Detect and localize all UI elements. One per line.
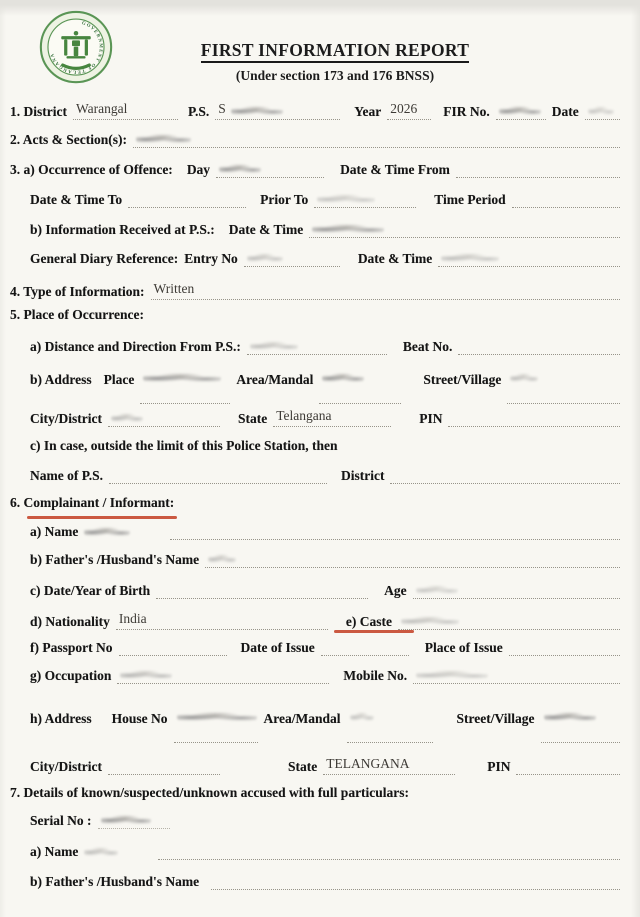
redacted-text-smudge: [247, 253, 283, 263]
info-datetime-label: Date & Time: [228, 222, 304, 238]
type-of-information-label: 4. Type of Information:: [10, 284, 145, 299]
info-received-label: b) Information Received at P.S.:: [30, 222, 215, 238]
city-district2-value: [108, 758, 220, 775]
comp-name-label: a) Name: [30, 524, 79, 540]
time-period-value: [512, 191, 620, 208]
emblem-ring-text: GOVERNMENT OF TELANGANA: [49, 21, 103, 74]
prior-to-label: Prior To: [260, 192, 309, 208]
gd-datetime-value: [438, 250, 620, 267]
row-info-received: [30, 221, 620, 238]
row-complainant-heading: [10, 495, 620, 511]
place-value: [140, 372, 230, 404]
datetime-to-label: Date & Time To: [30, 192, 123, 208]
datetime-from-label: Date & Time From: [340, 162, 450, 178]
district-label: 1. District: [10, 104, 67, 119]
row-accused-father-name: [30, 873, 620, 890]
redacted-text-smudge: [441, 253, 499, 263]
fir-no-label: FIR No.: [443, 104, 490, 119]
place-of-issue-value: [509, 639, 620, 656]
row-city-district2: [30, 756, 620, 775]
row-serial-no: [30, 812, 620, 829]
ps-value: S: [215, 101, 340, 120]
occurrence-heading-label: 3. a) Occurrence of Offence:: [10, 162, 173, 178]
year-value: 2026: [387, 101, 431, 120]
comp-father-name-label: b) Father's /Husband's Name: [30, 552, 200, 568]
pin2-value: [516, 758, 620, 775]
street-village-label: Street/Village: [423, 372, 502, 387]
place-of-issue-label: Place of Issue: [424, 640, 503, 656]
redacted-text-smudge: [208, 554, 236, 564]
row-comp-name: [30, 523, 620, 540]
row-nationality-caste: [30, 611, 620, 630]
city-district-value: [108, 410, 220, 427]
row-datetime-to: [30, 191, 620, 208]
state-value: Telangana: [273, 408, 391, 427]
comp-name-value: [170, 523, 620, 540]
time-period-label: Time Period: [434, 192, 506, 208]
row-gd-reference: [30, 250, 620, 267]
age-label: Age: [384, 583, 407, 599]
nationality-value: India: [116, 611, 328, 630]
comp-father-name-value: [205, 551, 620, 568]
row-passport: [30, 639, 620, 656]
row-name-of-ps: [30, 467, 620, 484]
redacted-text-smudge: [111, 413, 143, 423]
name-of-ps-label: Name of P.S.: [30, 468, 103, 484]
redacted-text-smudge: [416, 670, 488, 680]
redacted-text-smudge: [84, 527, 130, 537]
day-value: [216, 161, 324, 178]
redacted-text-smudge: [250, 341, 298, 351]
redacted-text-smudge: [136, 134, 191, 144]
redacted-text-smudge: [322, 373, 364, 383]
row-acts-sections: [10, 131, 620, 148]
date-value: [585, 103, 620, 120]
redacted-text-smudge: [544, 712, 596, 722]
mobile-no-label: Mobile No.: [343, 668, 408, 684]
place-label: Place: [103, 372, 135, 387]
dob-label: c) Date/Year of Birth: [30, 583, 151, 599]
house-no-value: [174, 711, 258, 743]
pin-value: [448, 410, 620, 427]
area-mandal2-label: Area/Mandal: [263, 711, 341, 726]
street-village-value: [507, 372, 620, 404]
redacted-text-smudge: [401, 616, 459, 626]
district2-label: District: [341, 468, 385, 484]
gd-reference-label: General Diary Reference:: [30, 251, 179, 267]
redacted-text-smudge: [143, 373, 221, 383]
row-address-h: [30, 711, 620, 743]
district2-value: [390, 467, 620, 484]
redacted-text-smudge: [120, 670, 172, 680]
occupation-label: g) Occupation: [30, 668, 112, 684]
year-label: Year: [354, 104, 382, 119]
page-subtitle: (Under section 173 and 176 BNSS): [235, 68, 435, 83]
serial-no-value: [98, 812, 170, 829]
state2-label: State: [287, 759, 318, 774]
date-of-issue-value: [321, 639, 409, 656]
redacted-text-smudge: [84, 847, 118, 857]
city-district-label: City/District: [30, 411, 102, 426]
redacted-text-smudge: [317, 194, 375, 204]
row-type-of-information: [10, 281, 620, 300]
beat-no-value: [458, 338, 620, 355]
page-title: FIRST INFORMATION REPORT: [0, 40, 640, 61]
dob-value: [156, 582, 368, 599]
mobile-no-value: [413, 667, 620, 684]
pin2-label: PIN: [487, 759, 511, 774]
area-mandal2-value: [347, 711, 433, 743]
row-comp-father-name: [30, 551, 620, 568]
occupation-value: [117, 667, 329, 684]
distance-direction-value: [247, 338, 387, 355]
prior-to-value: [314, 191, 416, 208]
district-value: Warangal: [73, 101, 178, 120]
caste-value: [398, 613, 620, 630]
row-dob: [30, 582, 620, 599]
redacted-text-smudge: [101, 815, 151, 825]
red-underline-complainant: [27, 516, 177, 519]
accused-name-label: a) Name: [30, 844, 79, 860]
row-accused-name: [30, 843, 620, 860]
acts-sections-label: 2. Acts & Section(s):: [10, 132, 127, 148]
red-underline-caste: [334, 630, 414, 633]
datetime-to-value: [128, 191, 246, 208]
row-distance-direction: [30, 338, 620, 355]
row-district: [10, 101, 620, 120]
area-mandal-label: Area/Mandal: [236, 372, 314, 387]
distance-direction-label: a) Distance and Direction From P.S.:: [30, 339, 241, 355]
acts-sections-value: [133, 131, 620, 148]
row-occurrence: [10, 161, 620, 178]
serial-no-label: Serial No :: [30, 813, 92, 829]
redacted-text-smudge: [350, 712, 374, 722]
redacted-text-smudge: [499, 106, 541, 116]
date-label: Date: [551, 104, 579, 119]
age-value: [413, 582, 620, 599]
state-label: State: [237, 411, 268, 426]
row-outside-limit: [30, 438, 620, 454]
row-place-of-occurrence: [10, 307, 620, 323]
city-district2-label: City/District: [30, 759, 102, 774]
entry-no-label: Entry No: [184, 251, 238, 267]
ps-label: P.S.: [187, 104, 210, 119]
outside-limit-label: c) In case, outside the limit of this Police Station, then: [30, 438, 338, 453]
passport-no-label: f) Passport No: [30, 640, 113, 656]
street-village2-label: Street/Village: [456, 711, 535, 726]
date-of-issue-label: Date of Issue: [240, 640, 315, 656]
redacted-text-smudge: [312, 224, 384, 234]
complainant-heading-label: 6. Complainant / Informant:: [10, 495, 175, 510]
redacted-text-smudge: [510, 373, 538, 383]
house-no-label: House No: [111, 711, 168, 726]
address-b-label: b) Address: [30, 372, 92, 387]
info-datetime-value: [309, 221, 620, 238]
passport-no-value: [119, 639, 227, 656]
fir-no-value: [496, 103, 546, 120]
place-of-occurrence-label: 5. Place of Occurrence:: [10, 307, 144, 322]
accused-heading-label: 7. Details of known/suspected/unknown accused with full particulars:: [10, 785, 410, 800]
redacted-text-smudge: [177, 712, 257, 722]
area-mandal-value: [319, 372, 401, 404]
street-village2-value: [541, 711, 620, 743]
redacted-text-smudge: [588, 106, 614, 116]
state2-value: TELANGANA: [323, 756, 455, 775]
accused-name-value: [158, 843, 620, 860]
row-city-district: [30, 408, 620, 427]
entry-no-value: [244, 250, 340, 267]
type-of-information-value: Written: [151, 281, 621, 300]
pin-label: PIN: [419, 411, 443, 426]
gd-datetime-label: Date & Time: [357, 251, 433, 267]
redacted-text-smudge: [231, 106, 283, 116]
address-h-label: h) Address: [30, 711, 92, 726]
redacted-text-smudge: [416, 585, 458, 595]
datetime-from-value: [456, 161, 620, 178]
beat-no-label: Beat No.: [402, 339, 453, 355]
row-accused-heading: [10, 785, 620, 801]
name-of-ps-value: [109, 467, 327, 484]
nationality-label: d) Nationality: [30, 614, 110, 629]
caste-label: e) Caste: [345, 614, 392, 629]
row-address-b: [30, 372, 620, 404]
accused-father-name-label: b) Father's /Husband's Name: [30, 874, 200, 890]
redacted-text-smudge: [219, 164, 261, 174]
row-occupation: [30, 667, 620, 684]
day-label: Day: [186, 162, 211, 178]
accused-father-name-value: [211, 873, 620, 890]
